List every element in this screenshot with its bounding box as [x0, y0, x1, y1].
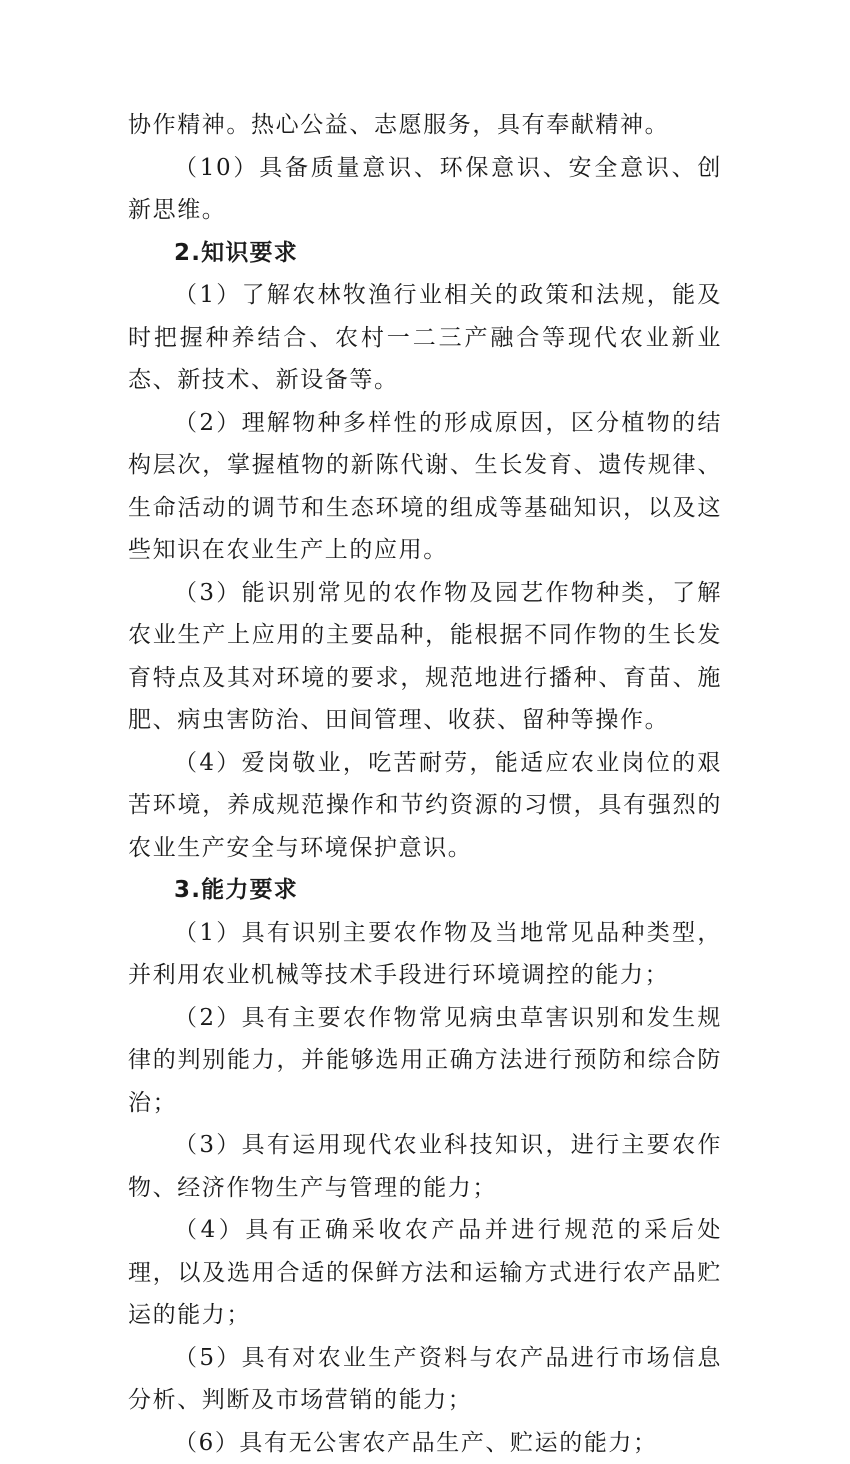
list-item: （4）具有正确采收农产品并进行规范的采后处理，以及选用合适的保鲜方法和运输方式进行农产品贮运的能力；	[128, 1209, 722, 1337]
list-item: （4）爱岗敬业，吃苦耐劳，能适应农业岗位的艰苦环境，养成规范操作和节约资源的习惯，具有强烈的农业生产安全与环境保护意识。	[128, 742, 722, 870]
list-item: （2）具有主要农作物常见病虫草害识别和发生规律的判别能力，并能够选用正确方法进行预防和综合防治；	[128, 997, 722, 1125]
section-heading-ability: 3.能力要求	[128, 869, 722, 912]
document-body	[128, 104, 722, 1464]
list-item: （5）具有对农业生产资料与农产品进行市场信息分析、判断及市场营销的能力；	[128, 1337, 722, 1422]
paragraph-continuation: 协作精神。热心公益、志愿服务，具有奉献精神。	[128, 104, 722, 147]
list-item: （1）了解农林牧渔行业相关的政策和法规，能及时把握种养结合、农村一二三产融合等现代农业新业态、新技术、新设备等。	[128, 274, 722, 402]
list-item: （3）能识别常见的农作物及园艺作物种类，了解农业生产上应用的主要品种，能根据不同作物的生长发育特点及其对环境的要求，规范地进行播种、育苗、施肥、病虫害防治、田间管理、收获、留种等操作。	[128, 572, 722, 742]
list-item: （1）具有识别主要农作物及当地常见品种类型，并利用农业机械等技术手段进行环境调控的能力；	[128, 912, 722, 997]
list-item: （3）具有运用现代农业科技知识，进行主要农作物、经济作物生产与管理的能力；	[128, 1124, 722, 1209]
section-heading-knowledge: 2.知识要求	[128, 232, 722, 275]
list-item: （2）理解物种多样性的形成原因，区分植物的结构层次，掌握植物的新陈代谢、生长发育、遗传规律、生命活动的调节和生态环境的组成等基础知识，以及这些知识在农业生产上的应用。	[128, 402, 722, 572]
list-item: （10）具备质量意识、环保意识、安全意识、创新思维。	[128, 147, 722, 232]
list-item: （6）具有无公害农产品生产、贮运的能力；	[128, 1422, 722, 1464]
